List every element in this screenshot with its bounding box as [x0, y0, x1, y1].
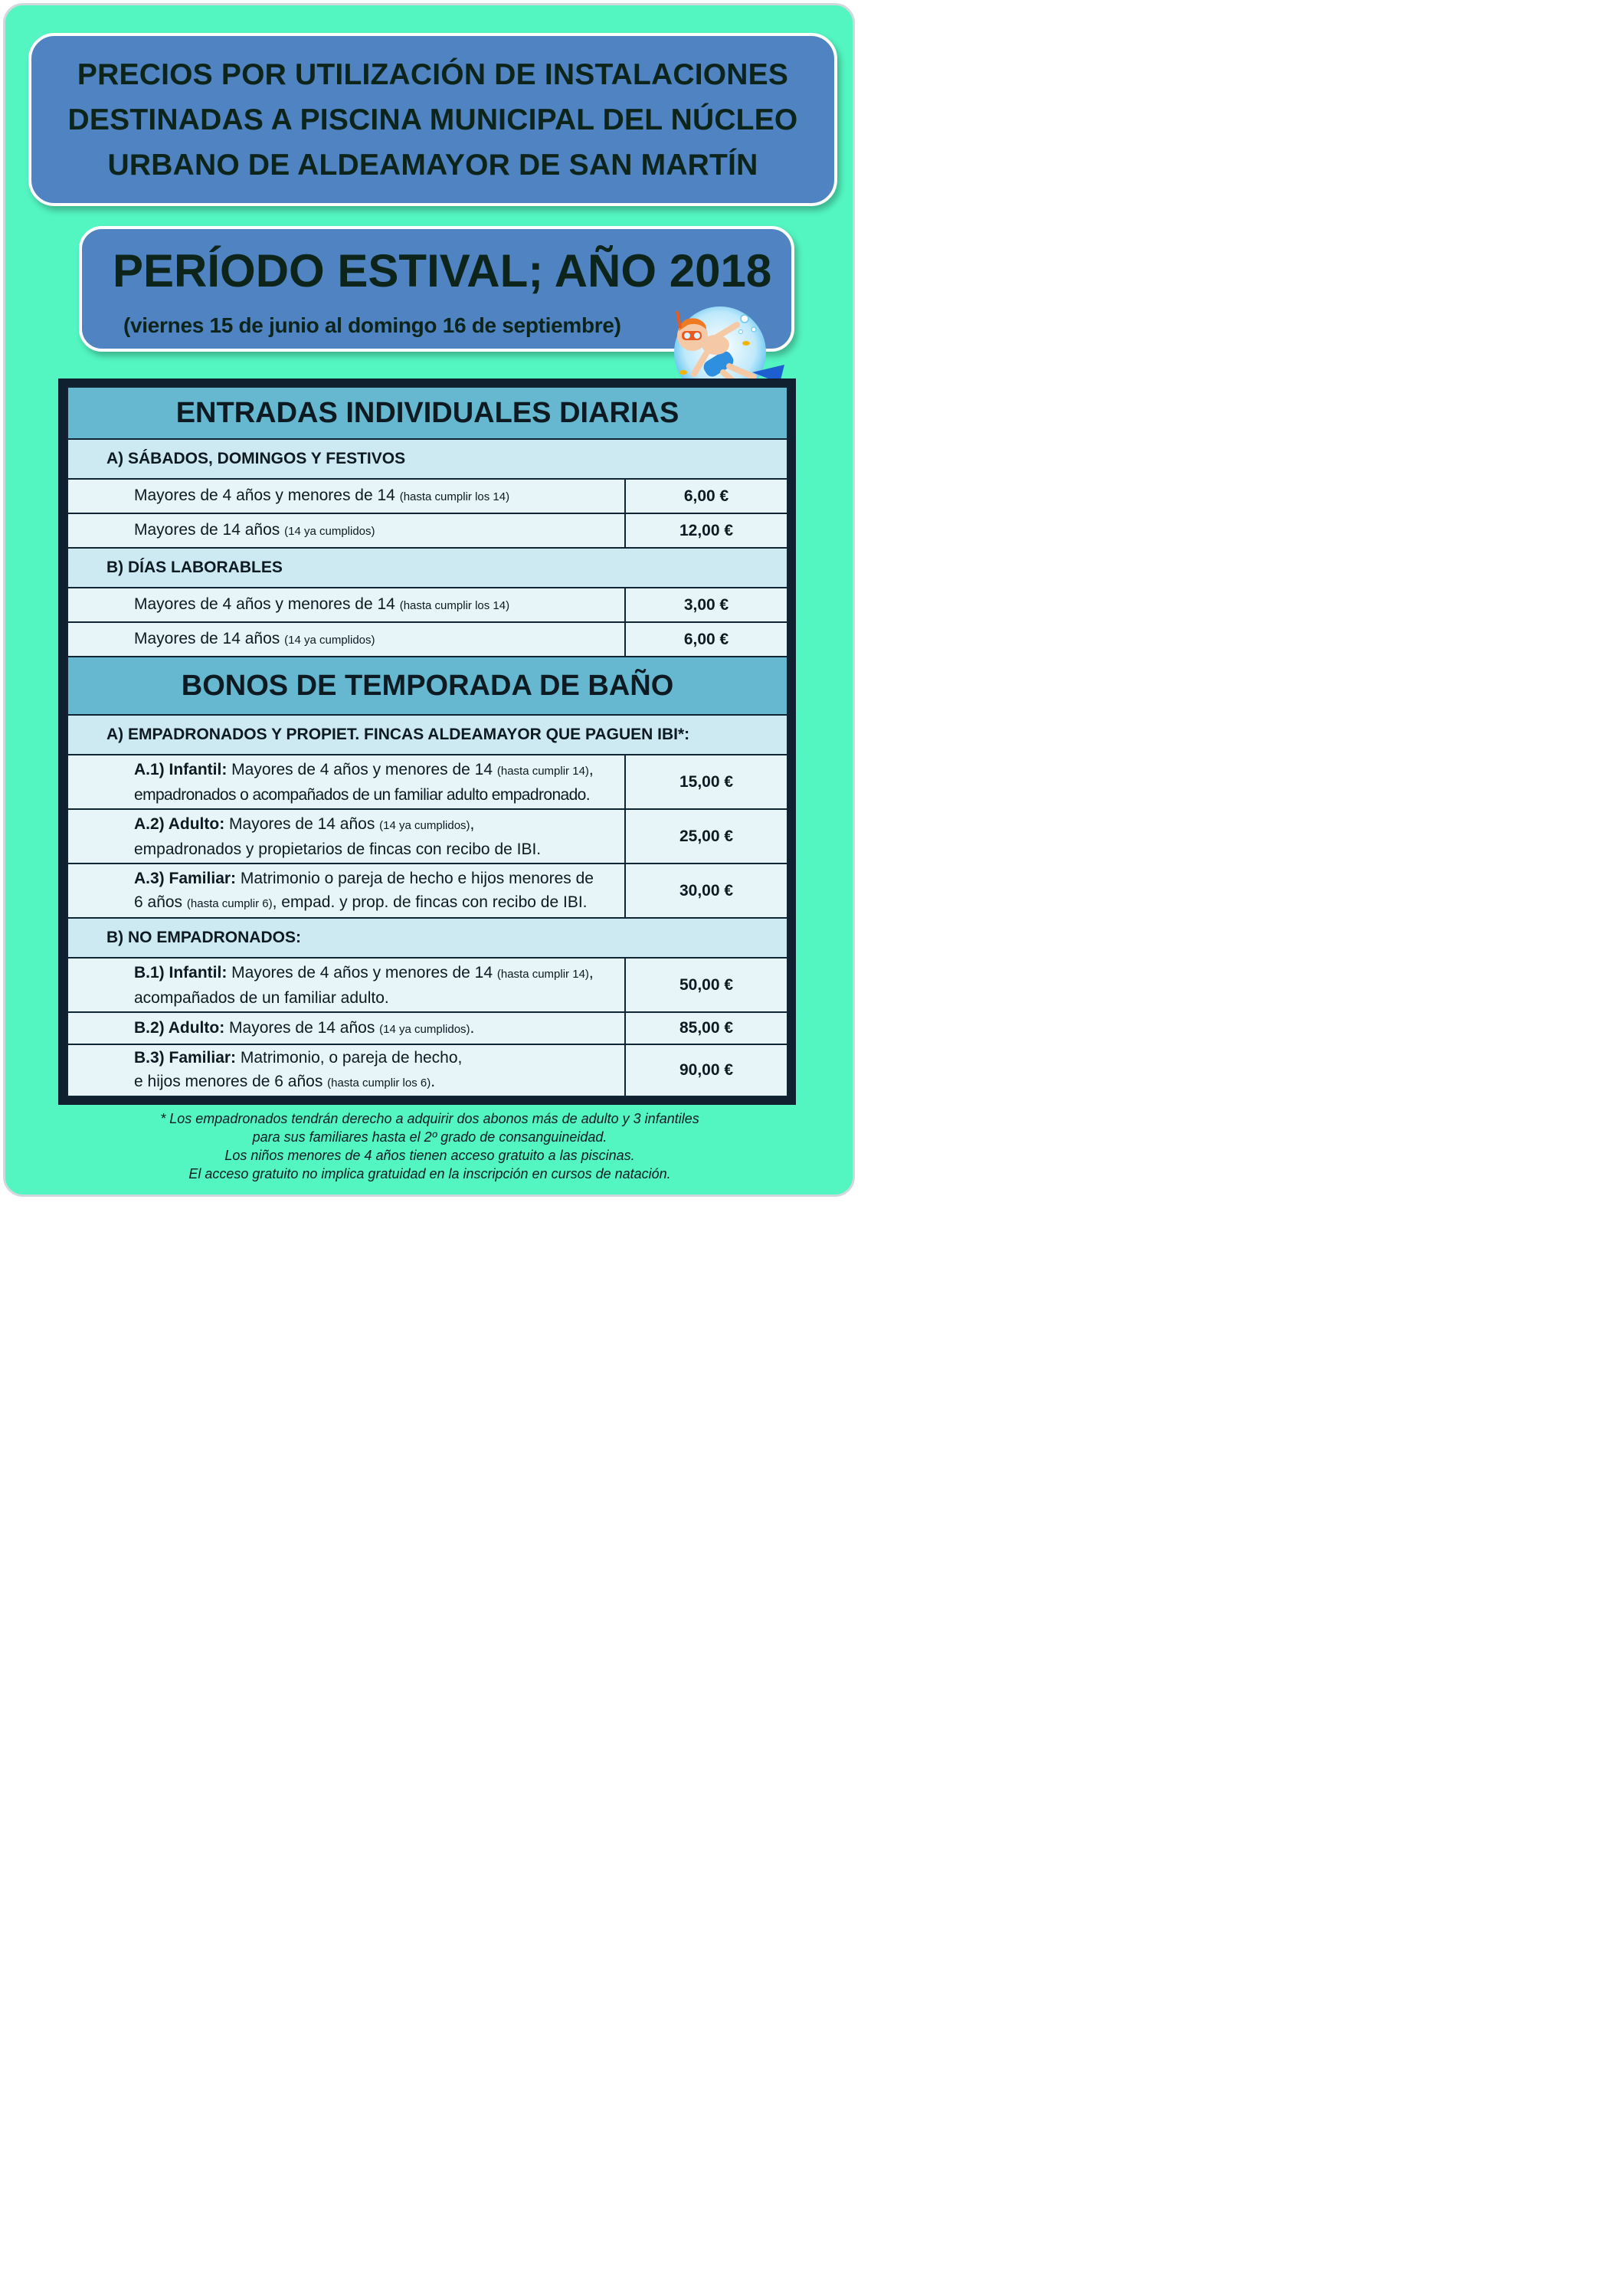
title-line-3: URBANO DE ALDEAMAYOR DE SAN MARTÍN — [107, 148, 758, 182]
table-row — [67, 622, 787, 657]
daily-section-a-title: A) SÁBADOS, DOMINGOS Y FESTIVOS — [67, 439, 787, 479]
row-description: A.1) Infantil: Mayores de 4 años y menores de 14 (hasta cumplir 14), empadronados o acompañados de un familiar adulto empadronado. — [67, 755, 625, 809]
season-section-b-row — [67, 918, 787, 958]
table-row — [67, 479, 787, 513]
row-description: B.3) Familiar: Matrimonio, o pareja de hecho, e hijos menores de 6 años (hasta cumplir los 6). — [67, 1044, 625, 1096]
title-banner — [28, 33, 837, 206]
title-line-1: PRECIOS POR UTILIZACIÓN DE INSTALACIONES — [77, 57, 789, 91]
row-price: 3,00 € — [625, 588, 787, 622]
season-section-b-title: B) NO EMPADRONADOS: — [67, 918, 787, 958]
row-description: Mayores de 14 años (14 ya cumplidos) — [67, 513, 625, 548]
row-price: 6,00 € — [625, 622, 787, 657]
row-description: Mayores de 14 años (14 ya cumplidos) — [67, 622, 625, 657]
footnote — [0, 1109, 859, 1183]
table-row — [67, 513, 787, 548]
row-price: 6,00 € — [625, 479, 787, 513]
table-row — [67, 958, 787, 1012]
row-description: B.1) Infantil: Mayores de 4 años y menores de 14 (hasta cumplir 14), acompañados de un familiar adulto. — [67, 958, 625, 1012]
footnote-line-1: * Los empadronados tendrán derecho a adquirir dos abonos más de adulto y 3 infantiles — [160, 1111, 699, 1126]
footnote-line-3: Los niños menores de 4 años tienen acceso gratuito a las piscinas. — [224, 1148, 635, 1163]
table-row — [67, 1012, 787, 1044]
footnote-line-2: para sus familiares hasta el 2º grado de consanguineidad. — [252, 1129, 607, 1145]
period-title: PERÍODO ESTIVAL; AÑO 2018 — [113, 245, 772, 297]
row-price: 12,00 € — [625, 513, 787, 548]
row-description: Mayores de 4 años y menores de 14 (hasta cumplir los 14) — [67, 588, 625, 622]
daily-heading: ENTRADAS INDIVIDUALES DIARIAS — [67, 387, 787, 439]
price-table — [67, 386, 788, 1097]
season-heading: BONOS DE TEMPORADA DE BAÑO — [67, 657, 787, 715]
row-price: 85,00 € — [625, 1012, 787, 1044]
table-row — [67, 864, 787, 918]
table-row — [67, 1044, 787, 1096]
row-description: B.2) Adulto: Mayores de 14 años (14 ya cumplidos). — [67, 1012, 625, 1044]
title-line-2: DESTINADAS A PISCINA MUNICIPAL DEL NÚCLEO — [67, 103, 798, 136]
row-description: Mayores de 4 años y menores de 14 (hasta cumplir los 14) — [67, 479, 625, 513]
daily-section-b-title: B) DÍAS LABORABLES — [67, 548, 787, 588]
row-price: 50,00 € — [625, 958, 787, 1012]
row-price: 25,00 € — [625, 809, 787, 864]
price-table-frame — [58, 378, 796, 1105]
row-description: A.2) Adulto: Mayores de 14 años (14 ya cumplidos), empadronados y propietarios de fincas con recibo de IBI. — [67, 809, 625, 864]
season-section-a-row — [67, 715, 787, 755]
daily-section-b-row — [67, 548, 787, 588]
table-row — [67, 588, 787, 622]
table-row — [67, 809, 787, 864]
footnote-line-4: El acceso gratuito no implica gratuidad en la inscripción en cursos de natación. — [188, 1166, 671, 1181]
table-row — [67, 755, 787, 809]
season-heading-row — [67, 657, 787, 715]
row-price: 90,00 € — [625, 1044, 787, 1096]
row-price: 30,00 € — [625, 864, 787, 918]
season-section-a-title: A) EMPADRONADOS Y PROPIET. FINCAS ALDEAMAYOR QUE PAGUEN IBI*: — [67, 715, 787, 755]
row-price: 15,00 € — [625, 755, 787, 809]
period-dates: (viernes 15 de junio al domingo 16 de septiembre) — [123, 313, 621, 337]
daily-section-a-row — [67, 439, 787, 479]
row-description: A.3) Familiar: Matrimonio o pareja de hecho e hijos menores de 6 años (hasta cumplir 6), empad. y prop. de fincas con recibo de IBI. — [67, 864, 625, 918]
daily-heading-row — [67, 387, 787, 439]
